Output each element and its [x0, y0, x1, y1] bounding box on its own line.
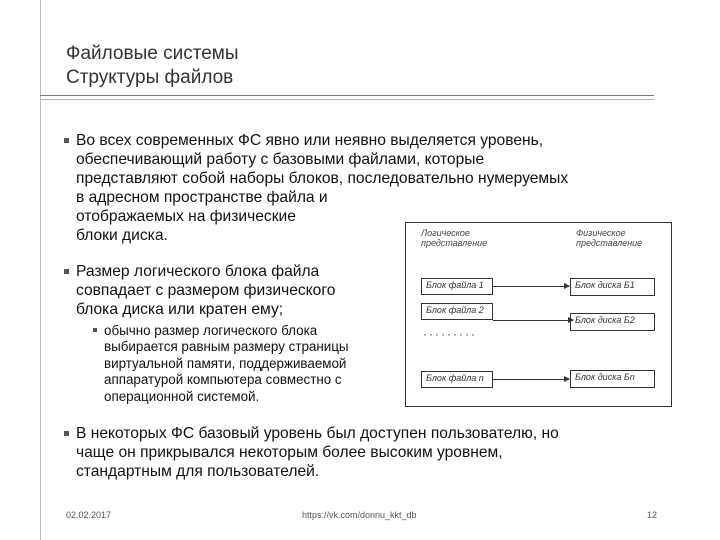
ellipsis-dots: ·········	[423, 327, 477, 341]
file-block-2: Блок файла 2	[421, 303, 493, 320]
subbullet-line-3: виртуальной памяти, поддерживаемой	[104, 355, 347, 371]
left-vertical-rule	[40, 0, 41, 540]
subbullet-line-4: аппаратурой компьютера совместно с	[104, 372, 342, 388]
bullet-1-line-6: блоки диска.	[76, 227, 168, 244]
bullet-1-line-5: отображаемых на физические	[76, 208, 296, 225]
footer-page-number: 12	[647, 510, 658, 520]
slide-title-line-1: Файловые системы	[66, 43, 239, 64]
file-block-n: Блок файла n	[421, 371, 493, 388]
bullet-2-line-3: блока диска или кратен ему;	[76, 301, 284, 318]
bullet-1-line-2: обеспечивающий работу с базовыми файлами, которые	[76, 151, 485, 168]
slide-title	[66, 42, 238, 90]
bullet-3-line-1: В некоторых ФС базовый уровень был доступен пользователю, но	[76, 425, 559, 442]
arrow-block-n	[493, 379, 569, 380]
subbullet-line-5: операционной системой.	[104, 388, 260, 404]
subbullet-marker	[93, 328, 97, 332]
bullet-2-line-1: Размер логического блока файла	[76, 263, 320, 280]
file-block-1: Блок файла 1	[421, 278, 493, 295]
disk-block-n: Блок диска Бn	[570, 370, 655, 388]
bullet-3	[76, 424, 559, 481]
bullet-marker	[64, 138, 69, 143]
footer-date: 02.02.2017	[66, 510, 112, 520]
footer-url: https://vk.com/donnu_kkt_db	[302, 510, 417, 520]
bullet-2-subbullet	[104, 323, 349, 405]
physical-header: Физическое представление	[576, 228, 643, 248]
block-mapping-diagram	[405, 222, 672, 407]
bullet-3-line-3: стандартным для пользователей.	[76, 463, 320, 480]
bullet-2	[76, 262, 335, 319]
arrow-block-2	[493, 320, 573, 321]
logical-header: Логическое представление	[421, 228, 488, 248]
bullet-1-line-3: представляют собой наборы блоков, последовательно нумеруемых	[76, 170, 569, 187]
bullet-2-line-2: совпадает с размером физического	[76, 282, 336, 299]
bullet-1-line-1: Во всех современных ФС явно или неявно выделяется уровень,	[76, 132, 544, 149]
bullet-3-line-2: чаще он прикрывался некоторым более высоким уровнем,	[76, 444, 503, 461]
title-divider-secondary	[40, 99, 654, 100]
subbullet-line-1: обычно размер логического блока	[104, 323, 318, 338]
title-divider	[40, 95, 654, 96]
disk-block-1: Блок диска Б1	[570, 278, 655, 296]
disk-block-2: Блок диска Б2	[570, 313, 655, 331]
slide-title-line-2: Структуры файлов	[66, 67, 234, 88]
subbullet-line-2: выбирается равным размеру страницы	[104, 339, 349, 355]
bullet-marker	[64, 431, 69, 436]
bullet-marker	[64, 269, 69, 274]
bullet-1-line-4: в адресном пространстве файла и	[76, 189, 328, 206]
arrow-block-1	[493, 286, 569, 287]
